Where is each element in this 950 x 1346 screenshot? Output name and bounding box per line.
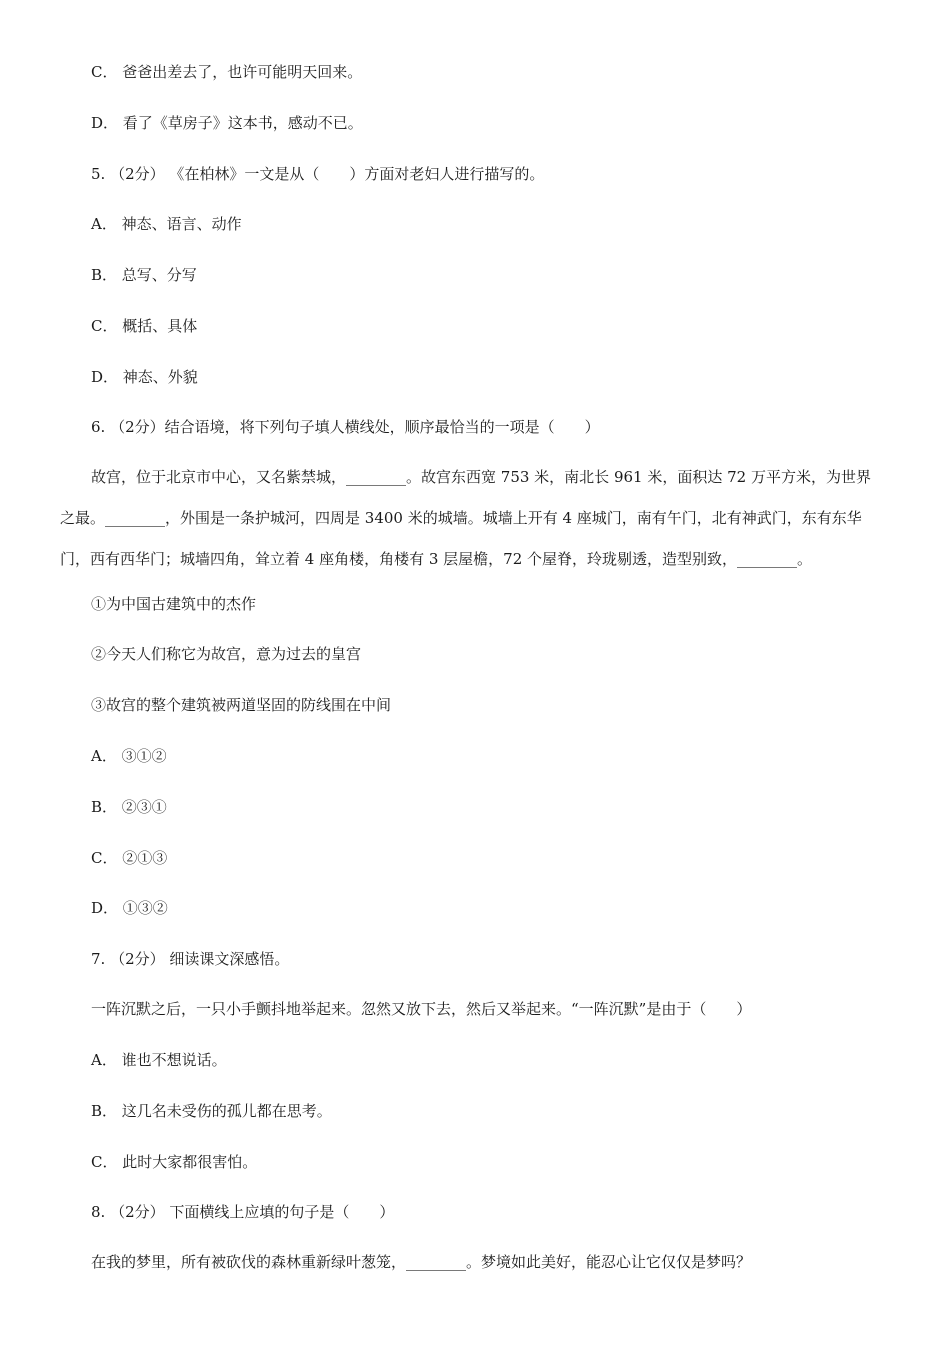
passage-line-3: 门，西有西华门；城墙四角，耸立着 4 座角楼，角楼有 3 层屋檐，72 个屋脊，玲珑剔透，造型别致，________。 [60, 550, 813, 568]
option-d-q5: D． 神态、外貌 [91, 368, 198, 386]
option-c-q5: C． 概括、具体 [91, 317, 198, 335]
passage-line-2: 之最。________，外围是一条护城河，四周是 3400 米的城墙。城墙上开有 4 座城门，南有午门，北有神武门，东有东华 [60, 509, 862, 527]
option-a-q5: A． 神态、语言、动作 [91, 215, 242, 233]
option-a-q7: A． 谁也不想说话。 [91, 1051, 227, 1069]
sentence-3: ③故宫的整个建筑被两道坚固的防线围在中间 [91, 696, 392, 714]
question-8: 8. （2分） 下面横线上应填的句子是（ ） [91, 1203, 395, 1221]
question-8-passage: 在我的梦里，所有被砍伐的森林重新绿叶葱笼，________。梦境如此美好，能忍心让它仅仅是梦吗？ [91, 1253, 752, 1271]
question-7: 7. （2分） 细读课文深感悟。 [91, 950, 290, 968]
option-b-q7: B． 这几名未受伤的孤儿都在思考。 [91, 1102, 332, 1120]
option-d-q6: D． ①③② [91, 899, 168, 917]
option-d-q4: D． 看了《草房子》这本书，感动不已。 [91, 114, 363, 132]
question-7-passage: 一阵沉默之后，一只小手颤抖地举起来。忽然又放下去，然后又举起来。“一阵沉默”是由于（ ） [91, 1000, 752, 1018]
option-c-q4: C． 爸爸出差去了，也许可能明天回来。 [91, 63, 363, 81]
option-b-q6: B． ②③① [91, 798, 167, 816]
sentence-2: ②今天人们称它为故宫，意为过去的皇宫 [91, 645, 362, 663]
sentence-1: ①为中国古建筑中的杰作 [91, 595, 257, 613]
question-6: 6. （2分）结合语境，将下列句子填人横线处，顺序最恰当的一项是（ ） [91, 418, 600, 436]
passage-line-1: 故宫，位于北京市中心，又名紫禁城，________。故宫东西宽 753 米，南北长 961 米，面积达 72 万平方米，为世界 [91, 468, 871, 486]
option-a-q6: A． ③①② [91, 747, 167, 765]
question-5: 5. （2分） 《在柏林》一文是从（ ）方面对老妇人进行描写的。 [91, 165, 545, 183]
option-b-q5: B． 总写、分写 [91, 266, 197, 284]
option-c-q6: C． ②①③ [91, 849, 168, 867]
option-c-q7: C． 此时大家都很害怕。 [91, 1153, 258, 1171]
